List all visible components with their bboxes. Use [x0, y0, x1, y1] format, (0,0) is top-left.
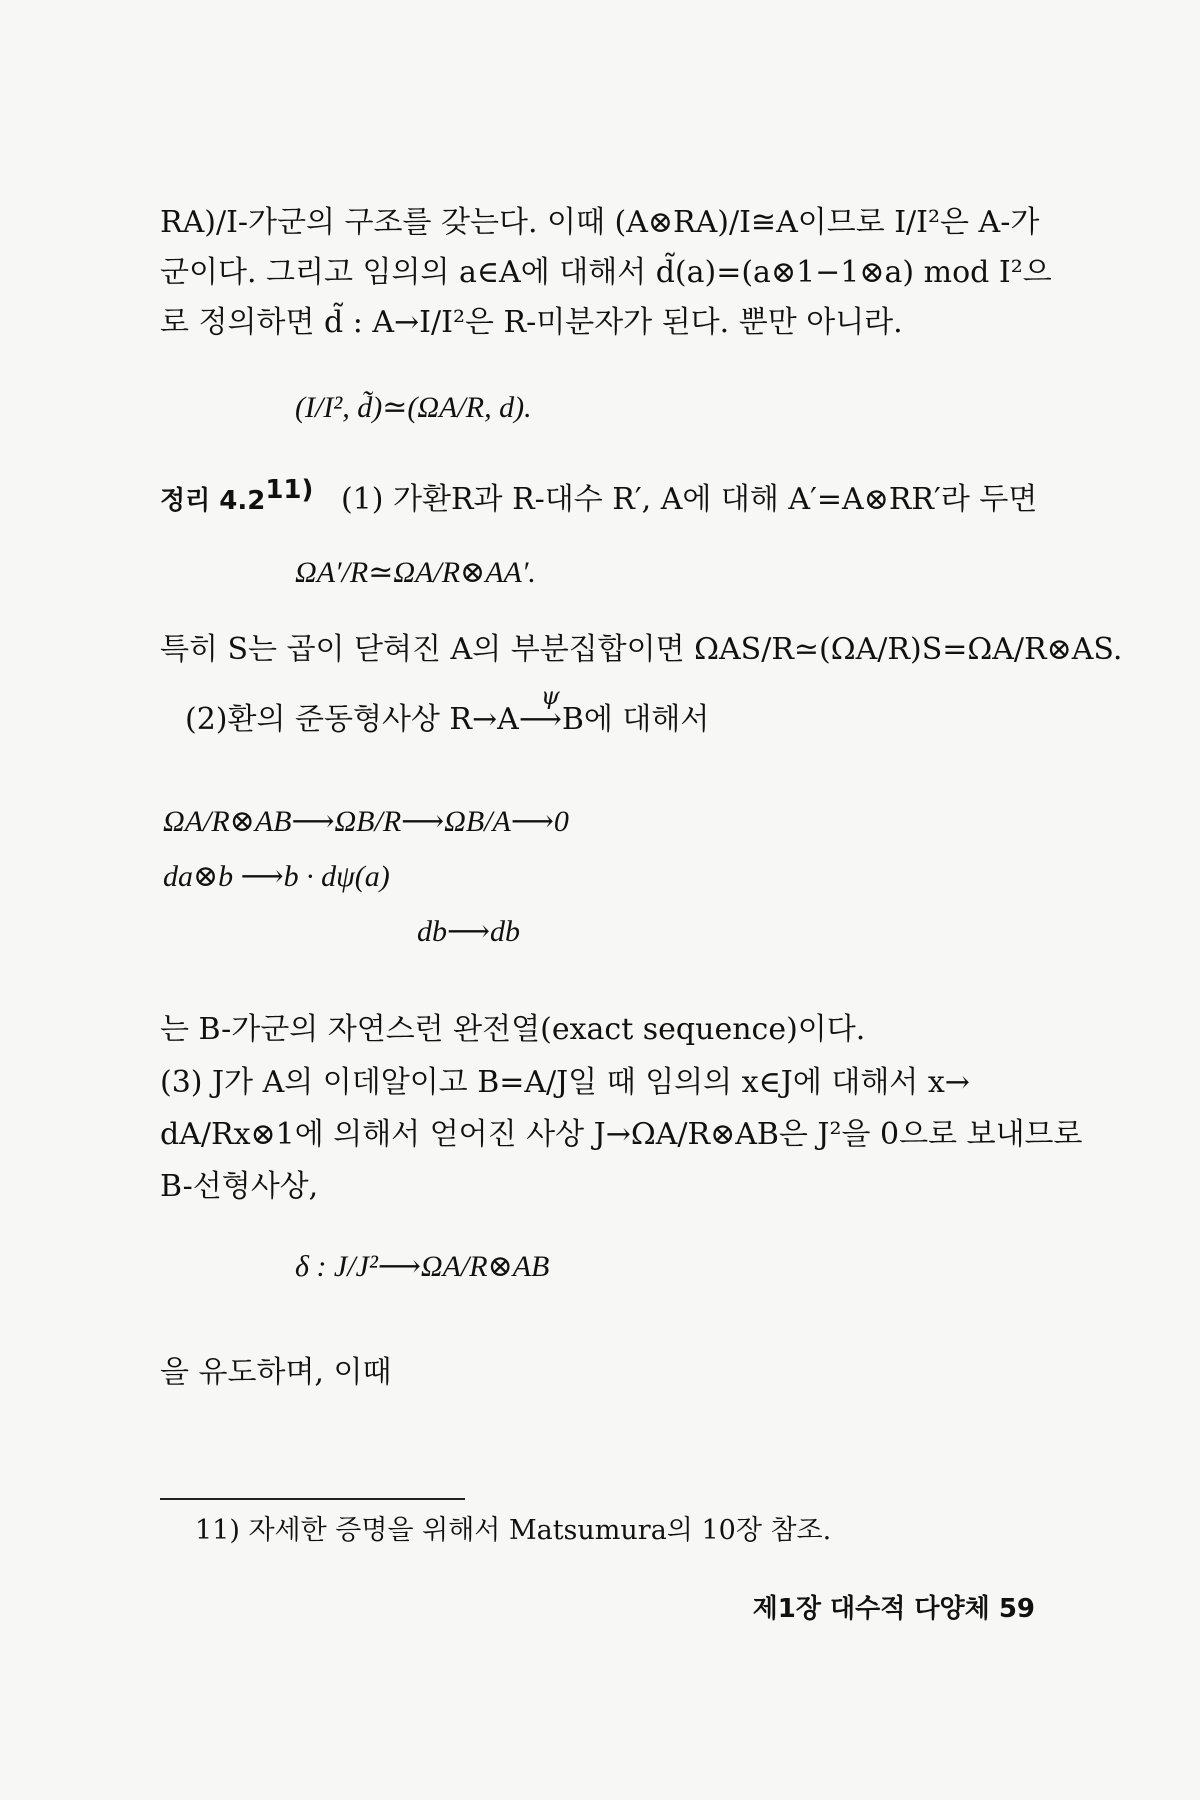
paragraph-2: 는 B-가군의 자연스런 완전열(exact sequence)이다. [160, 1012, 866, 1047]
exact-sequence-row-1: ΩA/R⊗AB⟶ΩB/R⟶ΩB/A⟶0 [163, 805, 569, 838]
special-case-line: 특히 S는 곱이 닫혀진 A의 부분집합이면 ΩAS/R≃(ΩA/R)S=ΩA/R⊗AS. [160, 632, 1123, 667]
paragraph-1-line-3: 로 정의하면 d̃ : A→I/I²은 R-미분자가 된다. 뿐만 아니라. [160, 305, 903, 340]
display-equation-2: ΩA′/R≃ΩA/R⊗AA′. [295, 556, 536, 589]
paragraph-1-line-1: RA)/I-가군의 구조를 갖는다. 이때 (A⊗RA)/I≅A이므로 I/I²은 A-가 [160, 205, 1040, 240]
psi-label: ψ [540, 682, 560, 710]
theorem-part-2 [185, 682, 1040, 740]
display-equation-3: δ : J/J²⟶ΩA/R⊗AB [295, 1250, 550, 1283]
footnote-divider [160, 1498, 465, 1500]
exact-sequence-row-3: db⟶db [417, 915, 521, 948]
display-equation-1: (I/I², d̃)≃(ΩA/R, d). [295, 391, 532, 424]
part-2-text-before: (2)환의 준동형사상 R→A [185, 702, 519, 737]
exact-sequence-row-2: da⊗b ⟶b · dψ(a) [163, 860, 390, 893]
part-3-line-3: B-선형사상, [160, 1169, 319, 1204]
part-3-line-1: (3) J가 A의 이데알이고 B=A/J일 때 임의의 x∈J에 대해서 x→ [160, 1065, 970, 1100]
theorem-4-2 [160, 470, 1040, 521]
paragraph-1-line-2: 군이다. 그리고 임의의 a∈A에 대해서 d̃(a)=(a⊗1−1⊗a) mod I²으 [160, 255, 1052, 290]
footnote-ref: 11) [265, 475, 314, 505]
footnote: 11) 자세한 증명을 위해서 Matsumura의 10장 참조. [195, 1515, 832, 1546]
page-footer: 제1장 대수적 다양체 59 [752, 1594, 1035, 1624]
part-3-line-2: dA/Rx⊗1에 의해서 얻어진 사상 J→ΩA/R⊗AB은 J²을 0으로 보내므로 [160, 1117, 1083, 1152]
part-2-text-after: B에 대해서 [561, 702, 710, 737]
theorem-label: 정리 4.2 [160, 486, 266, 516]
theorem-part-1: (1) 가환R과 R-대수 R′, A에 대해 A′=A⊗RR′라 두면 [340, 482, 1038, 517]
arrow-psi: ψ ⟶ [519, 700, 562, 740]
closing-line: 을 유도하며, 이때 [160, 1355, 392, 1390]
